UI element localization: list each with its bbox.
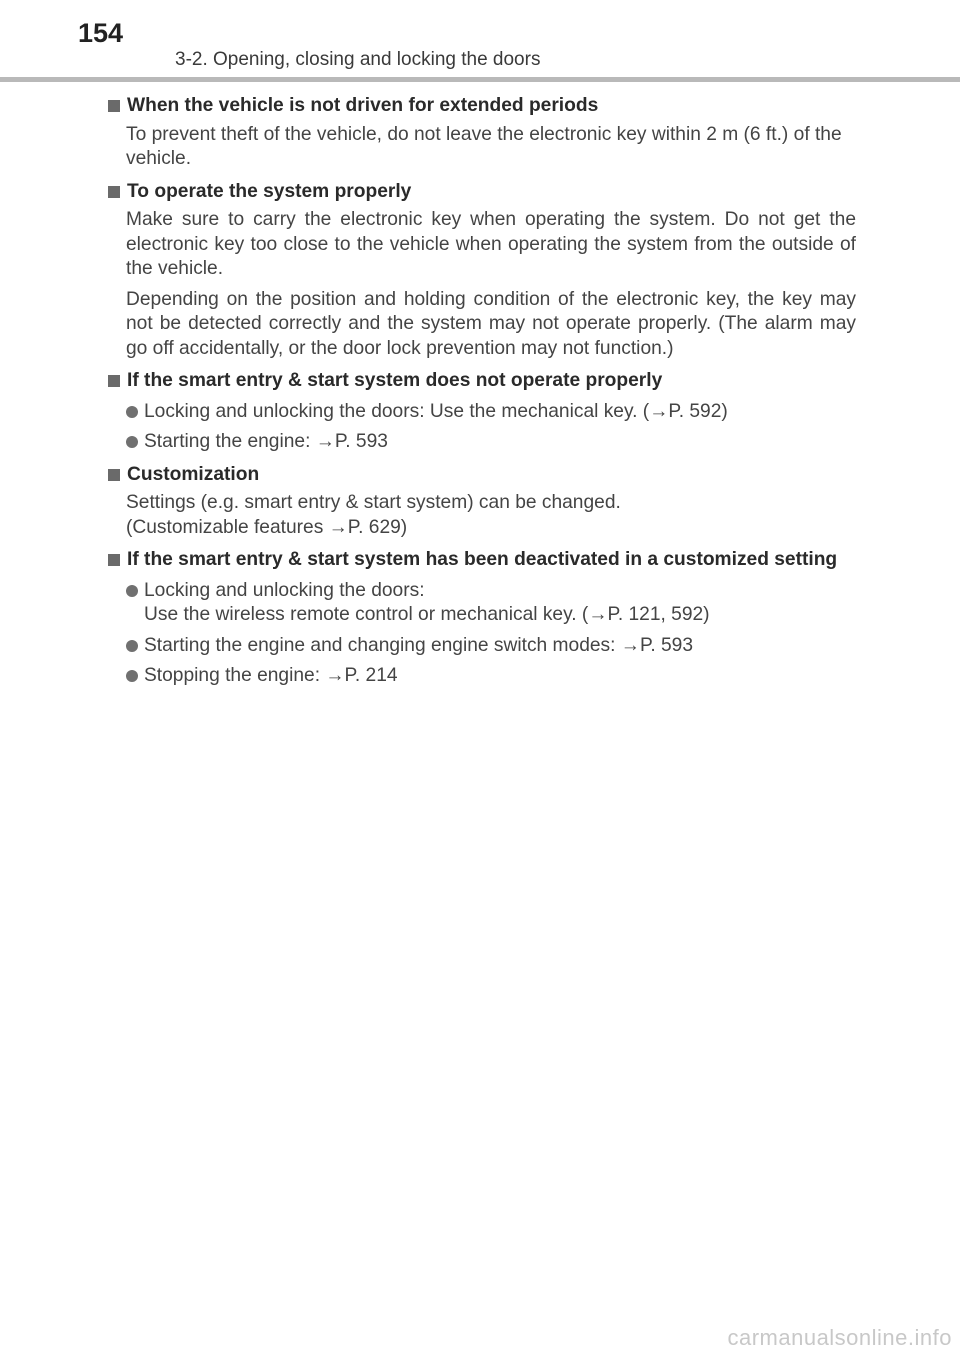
section-heading: If the smart entry & start system does not operate properly — [108, 369, 856, 394]
round-bullet-icon — [126, 670, 138, 682]
page-header — [0, 0, 960, 84]
round-bullet-icon — [126, 436, 138, 448]
section-customization — [108, 463, 856, 541]
list-item: Stopping the engine: →P. 214 — [126, 664, 856, 689]
round-bullet-icon — [126, 406, 138, 418]
list-item: Starting the engine and changing engine switch modes: →P. 593 — [126, 634, 856, 659]
section-title: 3-2. Opening, closing and locking the doors — [175, 49, 541, 70]
square-bullet-icon — [108, 186, 120, 198]
header-divider — [0, 77, 960, 82]
page-number: 154 — [78, 18, 124, 48]
square-bullet-icon — [108, 100, 120, 112]
square-bullet-icon — [108, 554, 120, 566]
section-operate-properly — [108, 180, 856, 362]
paragraph: Depending on the position and holding condition of the electronic key, the key may not be detected correctly and the system may not operate properly. (The alarm may go off accidentally, or the door lock prevention may not function.) — [126, 288, 856, 359]
paragraph: Make sure to carry the electronic key when operating the system. Do not get the electronic key too close to the vehicle when operating the system from the outside of the vehicle. — [126, 209, 856, 279]
section-heading: If the smart entry & start system has been deactivated in a customized setting — [108, 548, 856, 573]
paragraph: Settings (e.g. smart entry & start system) can be changed. (Customizable features →P. 629) — [126, 492, 621, 538]
section-heading: To operate the system properly — [108, 180, 856, 205]
square-bullet-icon — [108, 375, 120, 387]
watermark: carmanualsonline.info — [727, 1325, 952, 1350]
section-not-operate — [108, 369, 856, 455]
section-deactivated — [108, 548, 856, 689]
round-bullet-icon — [126, 640, 138, 652]
section-extended-periods — [108, 94, 856, 172]
section-heading: When the vehicle is not driven for extended periods — [108, 94, 856, 119]
list-item: Starting the engine: →P. 593 — [126, 430, 856, 455]
list-item: Locking and unlocking the doors: Use the mechanical key. (→P. 592) — [126, 400, 856, 425]
list-item: Locking and unlocking the doors: Use the wireless remote control or mechanical key. (→P. 121, 592) — [126, 579, 856, 628]
square-bullet-icon — [108, 469, 120, 481]
section-heading: Customization — [108, 463, 856, 488]
round-bullet-icon — [126, 585, 138, 597]
paragraph: To prevent theft of the vehicle, do not leave the electronic key within 2 m (6 ft.) of the vehicle. — [126, 123, 842, 169]
page-content — [108, 94, 856, 697]
